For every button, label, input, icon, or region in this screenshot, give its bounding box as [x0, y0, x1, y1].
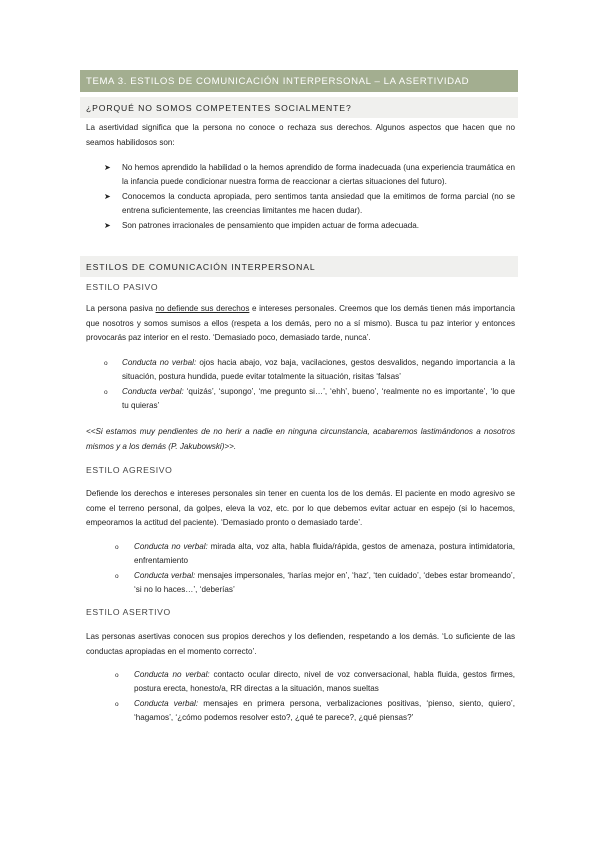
circle-bullet-icon: o	[104, 388, 108, 396]
subheading-asertivo: ESTILO ASERTIVO	[86, 607, 171, 617]
subheading-agresivo: ESTILO AGRESIVO	[86, 465, 173, 475]
list-item-label: Conducta no verbal:	[134, 542, 208, 551]
list-item	[115, 569, 515, 598]
list-item-text: mensajes en primera persona, verbalizaciones positivas, ‘pienso, siento, quiero’, ‘hagamos’, ‘¿cómo podemos resolver esto?, ¿qué te parece?, ¿qué piensas?’	[134, 699, 515, 723]
subheading-pasivo: ESTILO PASIVO	[86, 282, 159, 292]
list-item	[104, 219, 515, 233]
list-item-text: mensajes impersonales, ‘harías mejor en’, ‘haz’, ‘ten cuidado’, ‘debes estar bromeando’, ‘si no lo haces…’, ‘deberías’	[134, 571, 515, 595]
section1-intro: La asertividad significa que la persona no conoce o rechaza sus derechos. Algunos aspectos que hacen que no seamos habilidosos son:	[86, 123, 515, 147]
list-item-label: Conducta no verbal:	[134, 670, 210, 679]
list-item	[104, 356, 515, 385]
document-title: TEMA 3. ESTILOS DE COMUNICACIÓN INTERPERSONAL – LA ASERTIVIDAD	[80, 70, 518, 92]
agresivo-paragraph: Defiende los derechos e intereses personales sin tener en cuenta los de los demás. El paciente en modo agresivo se come el terreno personal, da golpes, eleva la voz, etc. por lo que debemos evitar actuar en espejo (si lo hacemos, empeoramos la actitud del paciente). ‘Demasiado pronto o demasiado tarde’.	[86, 489, 515, 527]
list-item-text: Son patrones irracionales de pensamiento que impiden actuar de forma adecuada.	[122, 221, 419, 231]
pasivo-bullet-list	[104, 356, 515, 414]
list-item	[104, 190, 515, 219]
list-item	[104, 385, 515, 414]
circle-bullet-icon: o	[115, 671, 119, 679]
list-item-label: Conducta no verbal:	[122, 358, 197, 367]
pasivo-text-start: La persona pasiva	[86, 304, 156, 313]
circle-bullet-icon: o	[115, 543, 119, 551]
list-item-text: Conocemos la conducta apropiada, pero sentimos tanta ansiedad que la emitimos de forma parcial (no se entrena suficientemente, las creencias limitantes me hacen dudar).	[122, 192, 515, 216]
list-item	[115, 668, 515, 697]
list-item	[115, 697, 515, 726]
list-item-label: Conducta verbal:	[134, 571, 196, 581]
arrow-bullet-icon: ➤	[104, 192, 111, 202]
asertivo-bullet-list	[115, 668, 515, 726]
pasivo-paragraph	[86, 302, 515, 346]
arrow-bullet-icon: ➤	[104, 163, 111, 172]
arrow-bullet-icon: ➤	[104, 221, 111, 231]
asertivo-paragraph: Las personas asertivas conocen sus propios derechos y los defienden, respetando a los demás. ‘Lo suficiente de las conductas apropiadas en el momento correcto’.	[86, 632, 515, 656]
section1-arrow-list	[104, 161, 515, 234]
circle-bullet-icon: o	[115, 572, 119, 580]
pasivo-text-end: e intereses personales. Creemos que los demás tienen más importancia que nosotros y somos sumisos a ellos (respeta a los demás, pero no a sí mismo). Busca tu paz interior y entonces provocarás paz interior en el resto. ‘Demasiado poco, demasiado tarde, nunca’.	[86, 304, 515, 342]
agresivo-bullet-list	[115, 540, 515, 598]
list-item-text: ojos hacia abajo, voz baja, vacilaciones, gestos desvalidos, negando importancia a la situación, postura hundida, puede evitar totalmente la situación, risitas ‘falsas’	[122, 358, 516, 382]
list-item-text: mirada alta, voz alta, habla fluida/rápida, gestos de amenaza, postura intimidatoria, enfrentamiento	[134, 542, 515, 566]
list-item-text: No hemos aprendido la habilidad o la hemos aprendido de forma inadecuada (una experiencia traumática en la infancia puede condicionar nuestra forma de reaccionar a ciertas situaciones del futuro).	[122, 163, 515, 187]
list-item-text: ‘quizás’, ‘supongo’, ‘me pregunto si…’, ‘ehh’, bueno’, ‘realmente no es importante’, ‘lo que tu quieras’	[122, 387, 515, 411]
list-item-label: Conducta verbal:	[134, 699, 199, 709]
circle-bullet-icon: o	[104, 359, 108, 367]
circle-bullet-icon: o	[115, 700, 119, 708]
section-heading-competencia: ¿PORQUÉ NO SOMOS COMPETENTES SOCIALMENTE?	[80, 97, 518, 118]
pasivo-quote: <<Si estamos muy pendientes de no herir a nadie en ninguna circunstancia, acabaremos lastimándonos a nosotros mismos y a los demás (P. Jakubowski)>>.	[86, 427, 515, 451]
list-item	[104, 161, 515, 190]
list-item-text: contacto ocular directo, nivel de voz conversacional, habla fluida, gestos firmes, postura erecta, honesto/a, RR directas a la situación, manos sueltas	[134, 670, 515, 694]
list-item-label: Conducta verbal:	[122, 387, 184, 397]
list-item	[115, 540, 515, 569]
section-heading-estilos: ESTILOS DE COMUNICACIÓN INTERPERSONAL	[80, 256, 518, 277]
pasivo-underlined-text: no defiende sus derechos	[155, 304, 250, 313]
